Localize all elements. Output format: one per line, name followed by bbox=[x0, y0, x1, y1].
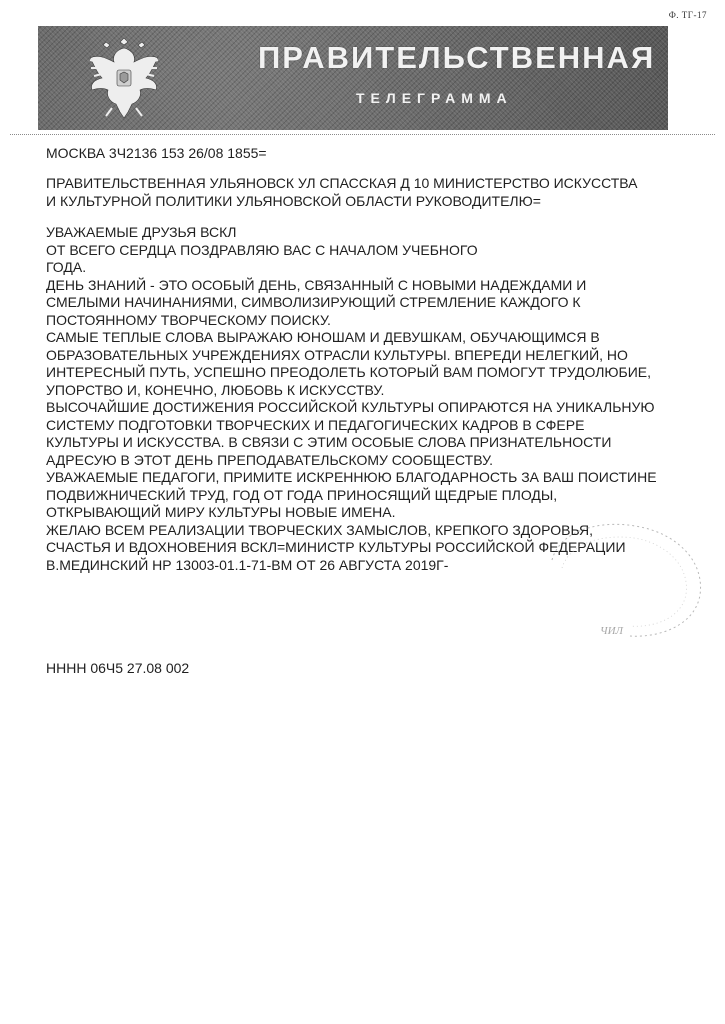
body-line: ОБРАЗОВАТЕЛЬНЫХ УЧРЕЖДЕНИЯХ ОТРАСЛИ КУЛЬТУРЫ. ВПЕРЕДИ НЕЛЕГКИЙ, НО bbox=[46, 346, 628, 363]
header-subtitle: ТЕЛЕГРАММА bbox=[356, 90, 513, 106]
body-line: ВЫСОЧАЙШИЕ ДОСТИЖЕНИЯ РОССИЙСКОЙ КУЛЬТУРЫ ОПИРАЮТСЯ НА УНИКАЛЬНУЮ bbox=[46, 399, 655, 415]
body-line: УВАЖАЕМЫЕ ДРУЗЬЯ ВСКЛ bbox=[46, 224, 237, 240]
body-line: ПОСТОЯННОМУ ТВОРЧЕСКОМУ ПОИСКУ. bbox=[46, 311, 331, 328]
body-line: ЖЕЛАЮ ВСЕМ РЕАЛИЗАЦИИ ТВОРЧЕСКИХ ЗАМЫСЛОВ, КРЕПКОГО ЗДОРОВЬЯ, bbox=[46, 521, 593, 538]
body-line: ПОДВИЖНИЧЕСКИЙ ТРУД, ГОД ОТ ГОДА ПРИНОСЯЩИЙ ЩЕДРЫЕ ПЛОДЫ, bbox=[46, 486, 558, 503]
service-line: МОСКВА 3Ч2136 153 26/08 1855= bbox=[46, 145, 267, 161]
body-line: САМЫЕ ТЕПЛЫЕ СЛОВА ВЫРАЖАЮ ЮНОШАМ И ДЕВУШКАМ, ОБУЧАЮЩИМСЯ В bbox=[46, 329, 600, 345]
form-code: Ф. ТГ-17 bbox=[668, 10, 707, 20]
body-line: УВАЖАЕМЫЕ ПЕДАГОГИ, ПРИМИТЕ ИСКРЕННЮЮ БЛАГОДАРНОСТЬ ЗА ВАШ ПОИСТИНЕ bbox=[46, 469, 657, 485]
header-divider bbox=[10, 134, 715, 135]
body-line: ИНТЕРЕСНЫЙ ПУТЬ, УСПЕШНО ПРЕОДОЛЕТЬ КОТОРЫЙ ВАМ ПОМОГУТ ТРУДОЛЮБИЕ, bbox=[46, 364, 652, 380]
body-line: СМЕЛЫМИ НАЧИНАНИЯМИ, СИМВОЛИЗИРУЮЩИЙ СТРЕМЛЕНИЕ КАЖДОГО К bbox=[46, 294, 581, 310]
body-line: ДЕНЬ ЗНАНИЙ - ЭТО ОСОБЫЙ ДЕНЬ, СВЯЗАННЫЙ С НОВЫМИ НАДЕЖДАМИ И bbox=[46, 276, 587, 293]
body-line: СИСТЕМУ ПОДГОТОВКИ ТВОРЧЕСКИХ И ПЕДАГОГИЧЕСКИХ КАДРОВ В СФЕРЕ bbox=[46, 416, 585, 433]
body-line: ГОДА. bbox=[46, 259, 87, 275]
body-line: ОТКРЫВАЮЩИЙ МИРУ КУЛЬТУРЫ НОВЫЕ ИМЕНА. bbox=[46, 504, 396, 520]
header-title: ПРАВИТЕЛЬСТВЕННАЯ bbox=[258, 40, 656, 75]
faint-round-stamp bbox=[540, 520, 720, 640]
footer-line: НННН 06Ч5 27.08 002 bbox=[46, 660, 190, 676]
body-line: ОТ ВСЕГО СЕРДЦА ПОЗДРАВЛЯЮ ВАС С НАЧАЛОМ УЧЕБНОГО bbox=[46, 241, 478, 258]
address-line: И КУЛЬТУРНОЙ ПОЛИТИКИ УЛЬЯНОВСКОЙ ОБЛАСТИ РУКОВОДИТЕЛЮ= bbox=[46, 192, 541, 209]
body-line: СЧАСТЬЯ И ВДОХНОВЕНИЯ ВСКЛ=МИНИСТР КУЛЬТУРЫ РОССИЙСКОЙ ФЕДЕРАЦИИ bbox=[46, 539, 626, 555]
body-line: АДРЕСУЮ В ЭТОТ ДЕНЬ ПРЕПОДАВАТЕЛЬСКОМУ СООБЩЕСТВУ. bbox=[46, 451, 494, 468]
body-line: КУЛЬТУРЫ И ИСКУССТВА. В СВЯЗИ С ЭТИМ ОСОБЫЕ СЛОВА ПРИЗНАТЕЛЬНОСТИ bbox=[46, 434, 612, 450]
body-line: УПОРСТВО И, КОНЕЧНО, ЛЮБОВЬ К ИСКУССТВУ. bbox=[46, 381, 385, 398]
address-line: ПРАВИТЕЛЬСТВЕННАЯ УЛЬЯНОВСК УЛ СПАССКАЯ Д 10 МИНИСТЕРСТВО ИСКУССТВА bbox=[46, 175, 638, 191]
stamp-text: ЧИЛ bbox=[600, 625, 623, 637]
body-line: В.МЕДИНСКИЙ НР 13003-01.1-71-ВМ ОТ 26 АВГУСТА 2019Г- bbox=[46, 556, 449, 573]
telegram-header bbox=[38, 26, 668, 130]
double-headed-eagle-emblem bbox=[76, 32, 172, 124]
